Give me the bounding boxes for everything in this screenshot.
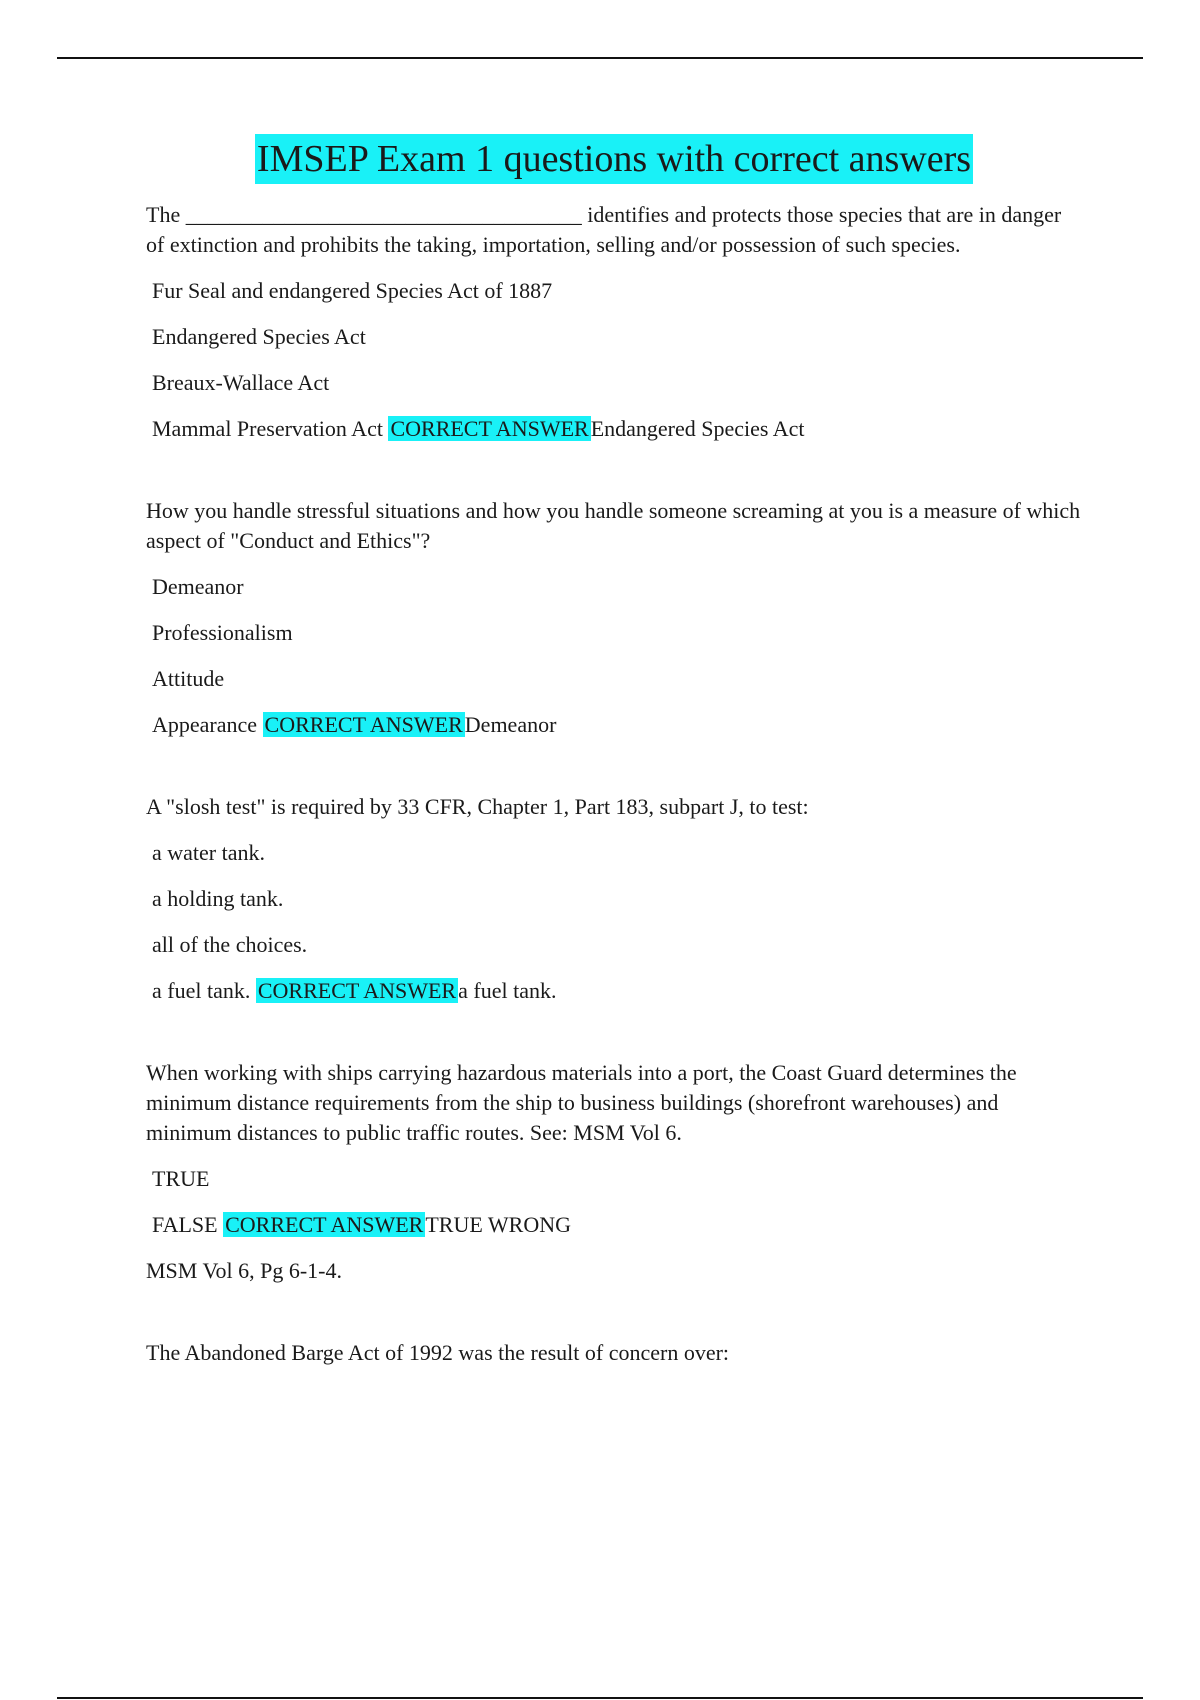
question-block-3: [146, 792, 1082, 1006]
question-text: When working with ships carrying hazardous materials into a port, the Coast Guard determines the minimum distance requirements from the ship to business buildings (shorefront warehouses) and minimum distances to public traffic routes. See: MSM Vol 6.: [146, 1060, 1017, 1145]
answer-text: Demeanor: [464, 712, 557, 737]
question-text: A "slosh test" is required by 33 CFR, Chapter 1, Part 183, subpart J, to test:: [146, 794, 809, 819]
option: Demeanor: [152, 574, 244, 599]
question-block-1: [146, 200, 1082, 444]
option-text: Appearance: [152, 712, 258, 737]
option-with-answer: [152, 710, 1082, 740]
correct-answer-label: CORRECT ANSWER: [225, 1212, 424, 1237]
option-text: a fuel tank.: [152, 978, 251, 1003]
correct-answer-label: CORRECT ANSWER: [257, 978, 457, 1003]
question-text: How you handle stressful situations and how you handle someone screaming at you is a measure of which aspect of "Conduct and Ethics"?: [146, 498, 1081, 553]
option: a water tank.: [152, 840, 265, 865]
question-text: The Abandoned Barge Act of 1992 was the result of concern over:: [146, 1340, 730, 1365]
option-with-answer: [152, 414, 1082, 444]
option: Professionalism: [152, 620, 293, 645]
bottom-rule: [57, 1697, 1143, 1699]
option: a holding tank.: [152, 886, 284, 911]
answer-text: TRUE WRONG: [425, 1212, 572, 1237]
correct-answer-label: CORRECT ANSWER: [264, 712, 463, 737]
option-with-answer: [152, 1210, 1082, 1240]
option: TRUE: [152, 1166, 210, 1191]
top-rule: [57, 57, 1143, 59]
option: Endangered Species Act: [152, 324, 366, 349]
question-block-5: [146, 1338, 1082, 1368]
option-text: FALSE: [152, 1212, 218, 1237]
option: Breaux-Wallace Act: [152, 370, 330, 395]
document-body: [146, 140, 1082, 1420]
option-text: Mammal Preservation Act: [152, 416, 383, 441]
option: Attitude: [152, 666, 225, 691]
option: Fur Seal and endangered Species Act of 1887: [152, 278, 553, 303]
answer-text: Endangered Species Act: [590, 416, 805, 441]
correct-answer-label: CORRECT ANSWER: [390, 416, 589, 441]
option: all of the choices.: [152, 932, 308, 957]
option-with-answer: [152, 976, 1082, 1006]
answer-text: a fuel tank.: [458, 978, 557, 1003]
question-text: The ____________________________________ identifies and protects those species that are in danger of extinction and prohibits the taking, importation, selling and/or possession of such species.: [146, 202, 1062, 257]
answer-note: MSM Vol 6, Pg 6-1-4.: [146, 1258, 343, 1283]
question-block-2: [146, 496, 1082, 740]
question-block-4: [146, 1058, 1082, 1286]
document-title: IMSEP Exam 1 questions with correct answers: [146, 140, 1082, 178]
